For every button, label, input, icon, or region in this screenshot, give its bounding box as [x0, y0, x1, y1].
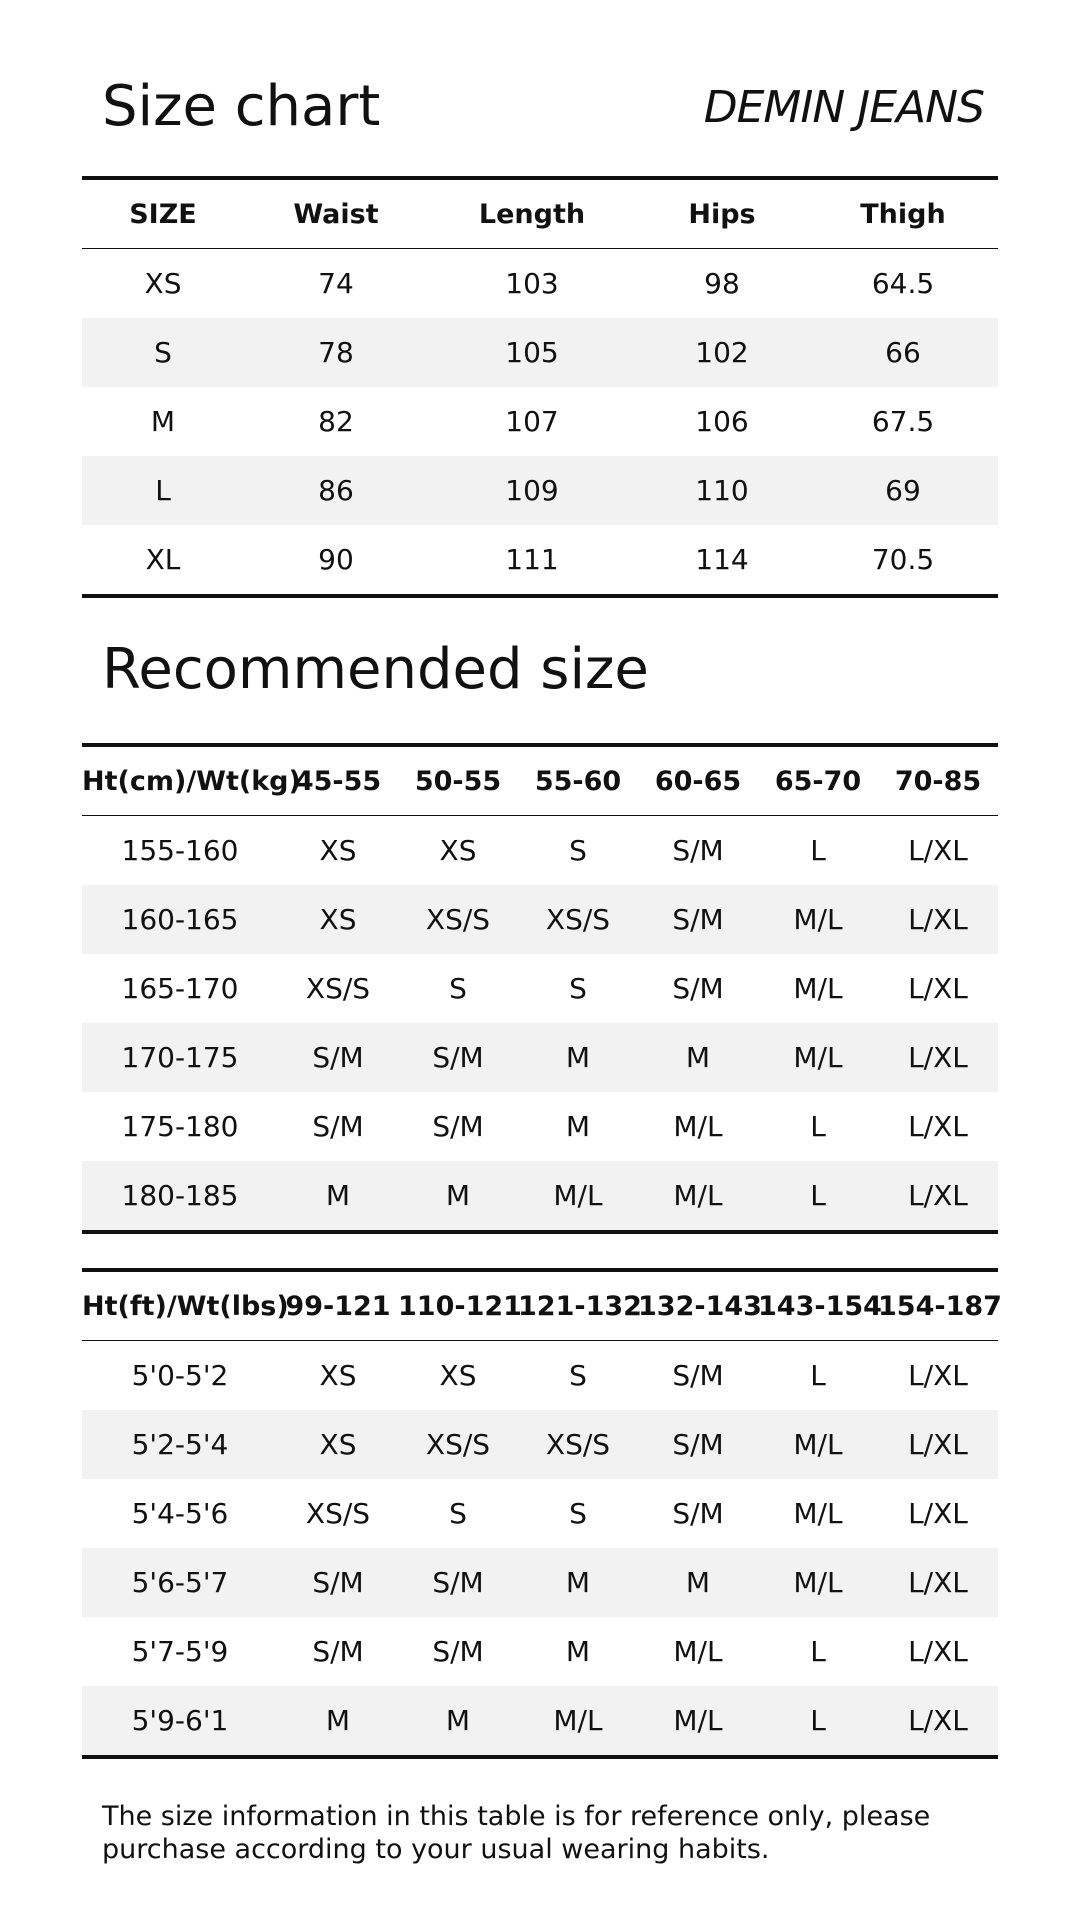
table-cell: M — [638, 1548, 758, 1617]
table-cell: M — [518, 1023, 638, 1092]
table-header-row — [82, 178, 998, 249]
table-cell: L/XL — [878, 1410, 998, 1479]
column-header: Ht(ft)/Wt(lbs) — [82, 1290, 289, 1322]
table-row — [82, 249, 998, 319]
column-header: 55-60 — [534, 765, 622, 797]
column-header: 121-132 — [518, 1290, 642, 1322]
table-cell: 170-175 — [82, 1023, 278, 1092]
table-row — [82, 885, 998, 954]
table-cell: XS/S — [305, 972, 371, 1005]
table-row — [82, 1341, 998, 1411]
table-cell: S/M — [398, 1023, 518, 1092]
table-row — [82, 1410, 998, 1479]
table-cell: L — [810, 1635, 826, 1668]
table-cell: XS — [278, 1410, 398, 1479]
table-cell: XS/S — [398, 1410, 518, 1479]
table-cell: L/XL — [908, 1497, 968, 1530]
table-cell: S/M — [672, 1497, 724, 1530]
table-row — [82, 318, 998, 387]
column-header: 154-187 — [878, 1290, 1002, 1322]
table-row — [82, 1686, 998, 1757]
table-cell: 110 — [636, 456, 808, 525]
table-cell: L/XL — [878, 1548, 998, 1617]
table-cell: 5'6-5'7 — [82, 1548, 278, 1617]
table-cell: XS/S — [398, 885, 518, 954]
table-cell: M — [565, 1635, 591, 1668]
table-cell: 155-160 — [121, 834, 239, 867]
table-cell: L/XL — [908, 1635, 968, 1668]
column-header: 110-121 — [398, 1290, 522, 1322]
table-cell: M — [278, 1686, 398, 1757]
table-cell: S — [82, 318, 244, 387]
table-cell: L/XL — [878, 1161, 998, 1232]
column-header: Hips — [688, 198, 756, 230]
table-cell: S — [569, 834, 587, 867]
table-cell: M — [150, 405, 176, 438]
table-cell: L — [810, 1359, 826, 1392]
table-row — [82, 1161, 998, 1232]
column-header: 143-154 — [758, 1290, 882, 1322]
table-cell: M/L — [673, 1635, 723, 1668]
table-cell: M/L — [518, 1161, 638, 1232]
table-cell: 98 — [704, 267, 740, 300]
table-cell: 5'4-5'6 — [131, 1497, 229, 1530]
table-cell: M — [278, 1161, 398, 1232]
table-cell: 90 — [318, 543, 354, 576]
table-cell: M/L — [793, 1497, 843, 1530]
table-row — [82, 1023, 998, 1092]
table-row — [82, 387, 998, 456]
column-header: SIZE — [129, 198, 197, 230]
column-header: 65-70 — [774, 765, 862, 797]
table-cell: 114 — [695, 543, 749, 576]
table-cell: 165-170 — [121, 972, 239, 1005]
table-cell: L/XL — [908, 834, 968, 867]
table-cell: M/L — [758, 1410, 878, 1479]
table-cell: XS — [319, 1359, 357, 1392]
table-cell: M/L — [758, 1023, 878, 1092]
table-cell: L/XL — [908, 1110, 968, 1143]
table-row — [82, 1617, 998, 1686]
table-cell: L — [810, 834, 826, 867]
brand-name: DEMIN JEANS — [703, 82, 984, 133]
table-cell: 5'2-5'4 — [82, 1410, 278, 1479]
table-cell: 86 — [244, 456, 428, 525]
table-cell: L — [810, 1110, 826, 1143]
table-cell: 5'7-5'9 — [131, 1635, 229, 1668]
table-cell: XS/S — [518, 1410, 638, 1479]
table-row — [82, 954, 998, 1023]
column-header: Thigh — [860, 198, 946, 230]
table-cell: S/M — [672, 834, 724, 867]
table-cell: 111 — [505, 543, 559, 576]
table-cell: M/L — [758, 885, 878, 954]
table-row — [82, 1092, 998, 1161]
table-cell: L/XL — [878, 885, 998, 954]
table-cell: 67.5 — [871, 405, 935, 438]
table-cell: 106 — [695, 405, 749, 438]
table-cell: L/XL — [878, 1686, 998, 1757]
column-header: 99-121 — [285, 1290, 391, 1322]
column-header: Length — [478, 198, 586, 230]
table-cell: L/XL — [908, 1359, 968, 1392]
column-header: 60-65 — [654, 765, 742, 797]
table-cell: M/L — [793, 972, 843, 1005]
table-cell: S/M — [278, 1023, 398, 1092]
table-cell: XL — [145, 543, 181, 576]
table-cell: XS/S — [305, 1497, 371, 1530]
table-cell: M/L — [518, 1686, 638, 1757]
table-row — [82, 816, 998, 886]
table-row — [82, 1548, 998, 1617]
table-cell: S/M — [432, 1635, 484, 1668]
table-cell: M/L — [638, 1161, 758, 1232]
table-cell: L/XL — [878, 1023, 998, 1092]
table-cell: 70.5 — [871, 543, 935, 576]
table-cell: L — [758, 1686, 878, 1757]
table-cell: XS — [278, 885, 398, 954]
table-cell: S/M — [398, 1548, 518, 1617]
size-chart-table — [82, 176, 998, 598]
imperial-recommendation-table — [82, 1268, 1002, 1759]
table-cell: XS — [439, 834, 477, 867]
table-header-row — [82, 1270, 998, 1341]
table-cell: M/L — [673, 1110, 723, 1143]
table-cell: 109 — [428, 456, 636, 525]
table-cell: S/M — [638, 1410, 758, 1479]
table-cell: M — [398, 1686, 518, 1757]
table-cell: M — [638, 1023, 758, 1092]
table-cell: 102 — [636, 318, 808, 387]
table-cell: 66 — [808, 318, 998, 387]
column-header: Waist — [293, 198, 379, 230]
table-cell: S/M — [432, 1110, 484, 1143]
table-cell: 180-185 — [82, 1161, 278, 1232]
table-cell: 69 — [808, 456, 998, 525]
table-cell: S — [569, 972, 587, 1005]
table-cell: 78 — [244, 318, 428, 387]
table-cell: S/M — [638, 885, 758, 954]
table-cell: S/M — [312, 1110, 364, 1143]
table-cell: L — [758, 1161, 878, 1232]
table-cell: 103 — [505, 267, 559, 300]
column-header: 132-143 — [638, 1290, 762, 1322]
table-cell: M/L — [638, 1686, 758, 1757]
table-cell: 82 — [318, 405, 354, 438]
table-cell: S — [569, 1359, 587, 1392]
table-cell: 160-165 — [82, 885, 278, 954]
table-cell: S — [569, 1497, 587, 1530]
recommended-size-title: Recommended size — [102, 637, 649, 702]
table-cell: XS — [439, 1359, 477, 1392]
table-cell: XS/S — [518, 885, 638, 954]
table-cell: 105 — [428, 318, 636, 387]
table-cell: S/M — [278, 1548, 398, 1617]
column-header: 70-85 — [894, 765, 982, 797]
table-cell: 5'0-5'2 — [131, 1359, 229, 1392]
metric-recommendation-table — [82, 743, 998, 1234]
table-cell: L/XL — [908, 972, 968, 1005]
table-cell: XS — [144, 267, 182, 300]
table-cell: 5'9-6'1 — [82, 1686, 278, 1757]
column-header: Ht(cm)/Wt(kg) — [82, 765, 301, 797]
column-header: 45-55 — [294, 765, 382, 797]
column-header: 50-55 — [414, 765, 502, 797]
table-cell: M — [398, 1161, 518, 1232]
table-cell: S — [449, 1497, 467, 1530]
reference-note: The size information in this table is for reference only, please purchase according to your usual wearing habits. — [102, 1801, 931, 1865]
table-row — [82, 1479, 998, 1548]
table-cell: M — [518, 1548, 638, 1617]
page-title: Size chart — [102, 74, 381, 139]
table-cell: 107 — [505, 405, 559, 438]
table-cell: L — [82, 456, 244, 525]
table-row — [82, 456, 998, 525]
table-cell: S/M — [312, 1635, 364, 1668]
table-cell: 64.5 — [871, 267, 935, 300]
table-cell: 74 — [318, 267, 354, 300]
table-row — [82, 525, 998, 596]
table-cell: 175-180 — [121, 1110, 239, 1143]
table-cell: M — [565, 1110, 591, 1143]
table-cell: S — [449, 972, 467, 1005]
page-header — [82, 72, 998, 142]
table-cell: S/M — [672, 1359, 724, 1392]
table-cell: S/M — [672, 972, 724, 1005]
table-cell: M/L — [758, 1548, 878, 1617]
table-cell: XS — [319, 834, 357, 867]
table-header-row — [82, 745, 998, 816]
